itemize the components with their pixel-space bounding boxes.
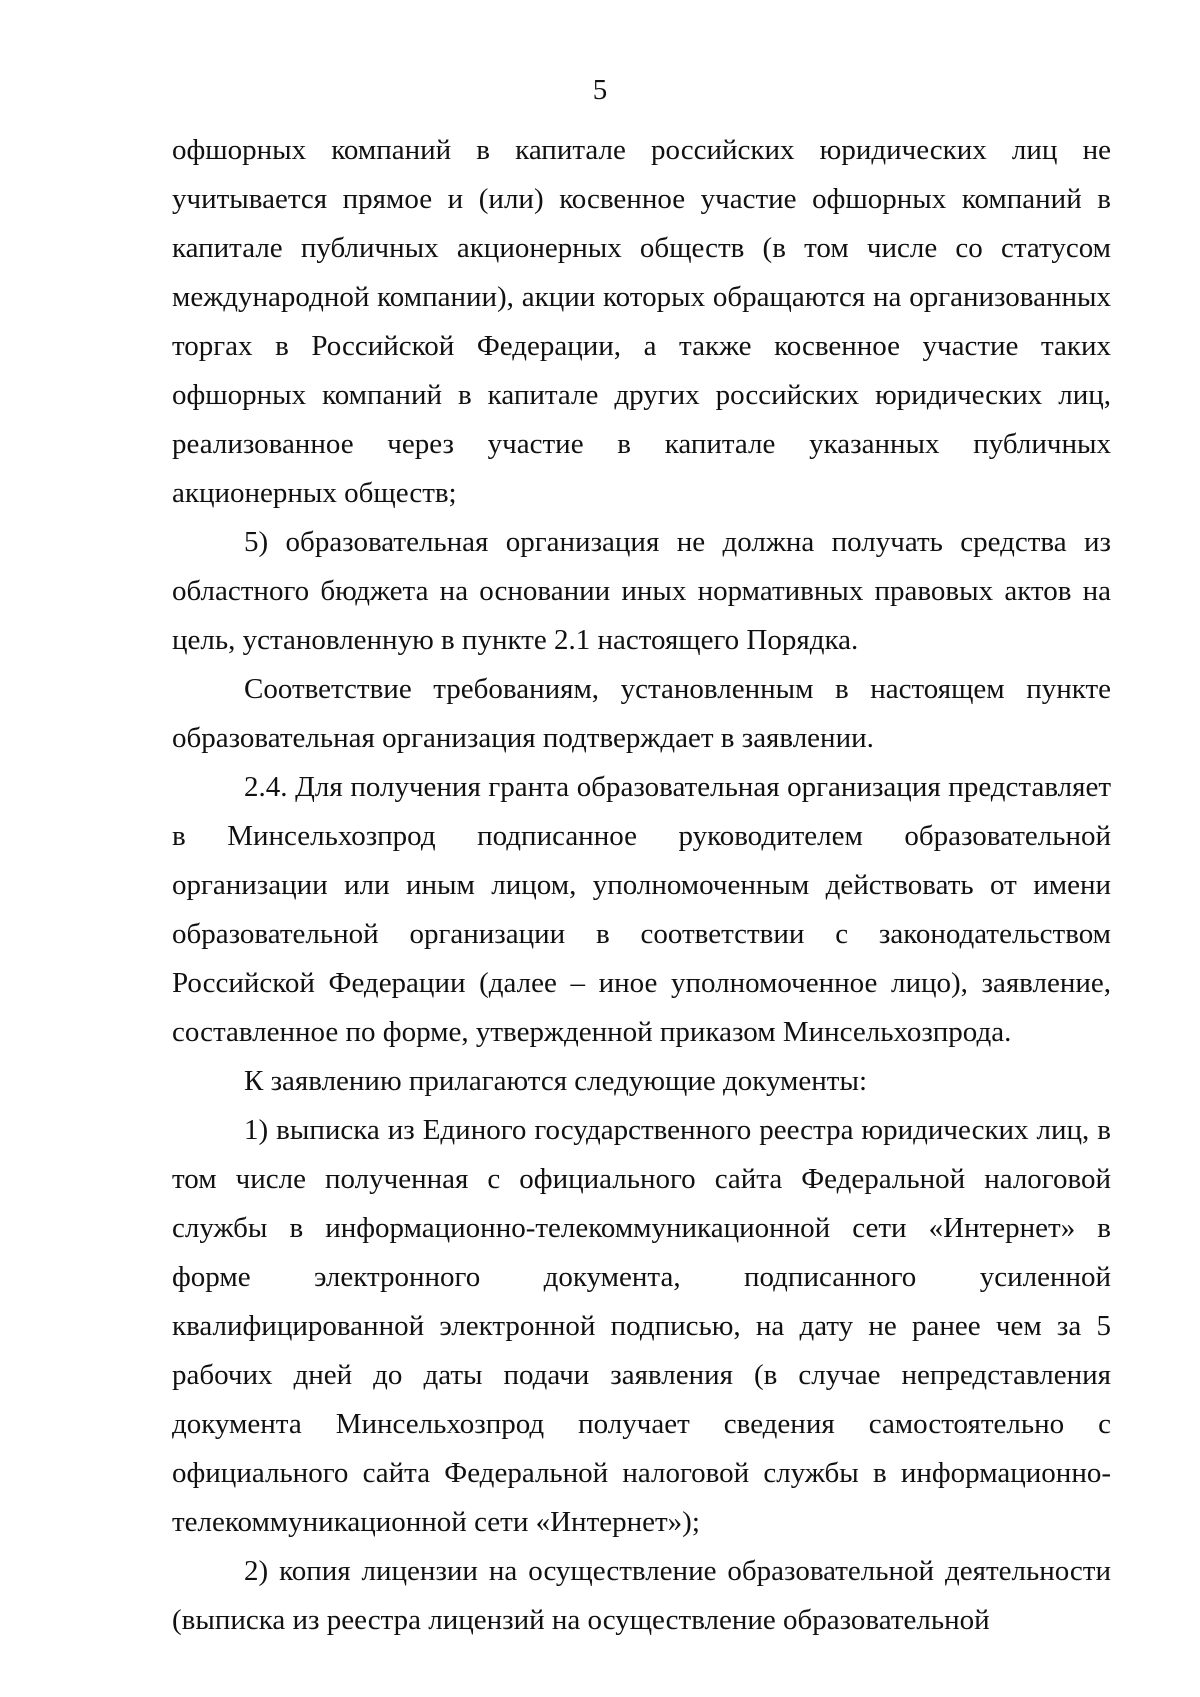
paragraph-documents-intro: К заявлению прилагаются следующие документы: xyxy=(244,1065,868,1097)
paragraph-compliance: Соответствие требованиям, установленным в настоящем пункте образовательная организация подтверждает в заявлении. xyxy=(172,673,1111,754)
paragraph-document-2: 2) копия лицензии на осуществление образовательной деятельности (выписка из реестра лицензий на осуществление образовательной xyxy=(172,1555,1111,1636)
paragraph-section-2-4: 2.4. Для получения гранта образовательная организация представляет в Минсельхозпрод подписанное руководителем образовательной организации или иным лицом, уполномоченным действовать от имени образовательной организации в соответствии с законодательством Российской Федерации (далее – иное уполномоченное лицо), заявление, составленное по форме, утвержденной приказом Минсельхозпрода. xyxy=(172,771,1111,1048)
page-number: 5 xyxy=(592,74,608,106)
paragraph-item-5: 5) образовательная организация не должна получать средства из областного бюджета на основании иных нормативных правовых актов на цель, установленную в пункте 2.1 настоящего Порядка. xyxy=(172,526,1111,656)
paragraph-offshore-continuation: офшорных компаний в капитале российских юридических лиц не учитывается прямое и (или) косвенное участие офшорных компаний в капитале публичных акционерных обществ (в том числе со статусом международной компании), акции которых обращаются на организованных торгах в Российской Федерации, а также косвенное участие таких офшорных компаний в капитале других российских юридических лиц, реализованное через участие в капитале указанных публичных акционерных обществ; xyxy=(172,134,1111,509)
paragraph-document-1: 1) выписка из Единого государственного реестра юридических лиц, в том числе полученная с официального сайта Федеральной налоговой службы в информационно-телекоммуникационной сети «Интернет» в форме электронного документа, подписанного усиленной квалифицированной электронной подписью, на дату не ранее чем за 5 рабочих дней до даты подачи заявления (в случае непредставления документа Минсельхозпрод получает сведения самостоятельно с официального сайта Федеральной налоговой службы в информационно-телекоммуникационной сети «Интернет»); xyxy=(172,1114,1111,1538)
document-body xyxy=(172,126,1111,1645)
